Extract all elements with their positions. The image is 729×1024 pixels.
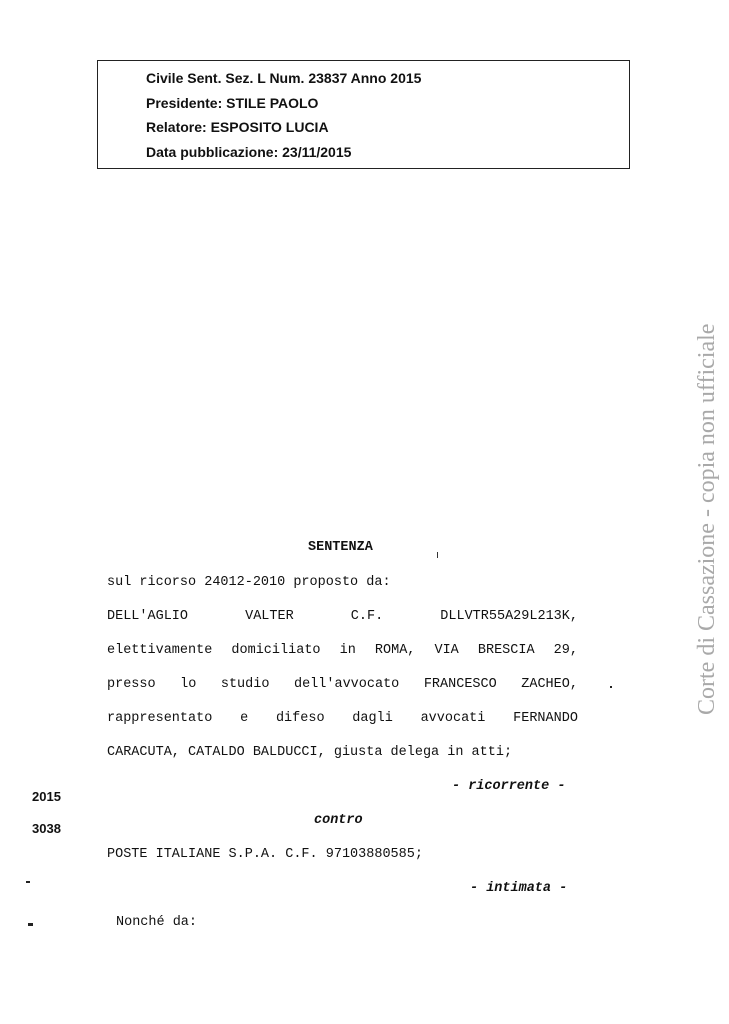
stray-dot: [610, 686, 612, 688]
word: C.F.: [350, 609, 384, 624]
word: presso: [107, 677, 156, 692]
studio-line: [107, 677, 578, 692]
word: FRANCESCO: [423, 677, 497, 692]
word: domiciliato: [231, 643, 321, 658]
document-header-box: [97, 60, 630, 169]
word: dagli: [352, 711, 393, 726]
word: elettivamente: [107, 643, 213, 658]
stray-mark: [437, 552, 438, 558]
role-intimata: - intimata -: [470, 881, 568, 896]
margin-mark: [28, 923, 33, 926]
word: difeso: [275, 711, 325, 726]
margin-number: 3038: [32, 821, 61, 836]
word: VALTER: [245, 609, 294, 624]
appeal-intro: sul ricorso 24012-2010 proposto da:: [107, 575, 391, 590]
margin-mark: [26, 881, 30, 883]
word: FERNANDO: [513, 711, 578, 726]
word: avvocati: [420, 711, 486, 726]
word: BRESCIA: [477, 643, 535, 658]
word: ZACHEO,: [521, 677, 578, 692]
word: e: [240, 711, 249, 726]
word: rappresentato: [107, 711, 213, 726]
domicile-line: [107, 643, 578, 658]
word: lo: [180, 677, 197, 692]
representation-line: [107, 711, 578, 726]
word: studio: [220, 677, 270, 692]
header-president: Presidente: STILE PAOLO: [146, 95, 319, 111]
word: in: [339, 643, 356, 658]
word: dell'avvocato: [293, 677, 400, 692]
margin-year: 2015: [32, 789, 61, 804]
watermark-text: Corte di Cassazione - copia non ufficiale: [694, 323, 720, 715]
word: 29,: [553, 643, 578, 658]
word: ROMA,: [374, 643, 416, 658]
role-ricorrente: - ricorrente -: [452, 779, 566, 794]
nonche-line: Nonché da:: [116, 915, 198, 930]
word: VIA: [434, 643, 459, 658]
word: DELL'AGLIO: [107, 609, 189, 624]
word: DLLVTR55A29L213K,: [440, 609, 578, 624]
lawyers-line: CARACUTA, CATALDO BALDUCCI, giusta delega in atti;: [107, 745, 513, 760]
header-sentence-info: Civile Sent. Sez. L Num. 23837 Anno 2015: [146, 70, 422, 86]
document-title: SENTENZA: [308, 540, 373, 555]
header-reporter: Relatore: ESPOSITO LUCIA: [146, 119, 329, 135]
respondent-line: POSTE ITALIANE S.P.A. C.F. 97103880585;: [107, 847, 423, 862]
contro-label: contro: [314, 813, 363, 828]
appellant-line: [107, 609, 578, 624]
header-publication-date: Data pubblicazione: 23/11/2015: [146, 144, 352, 160]
